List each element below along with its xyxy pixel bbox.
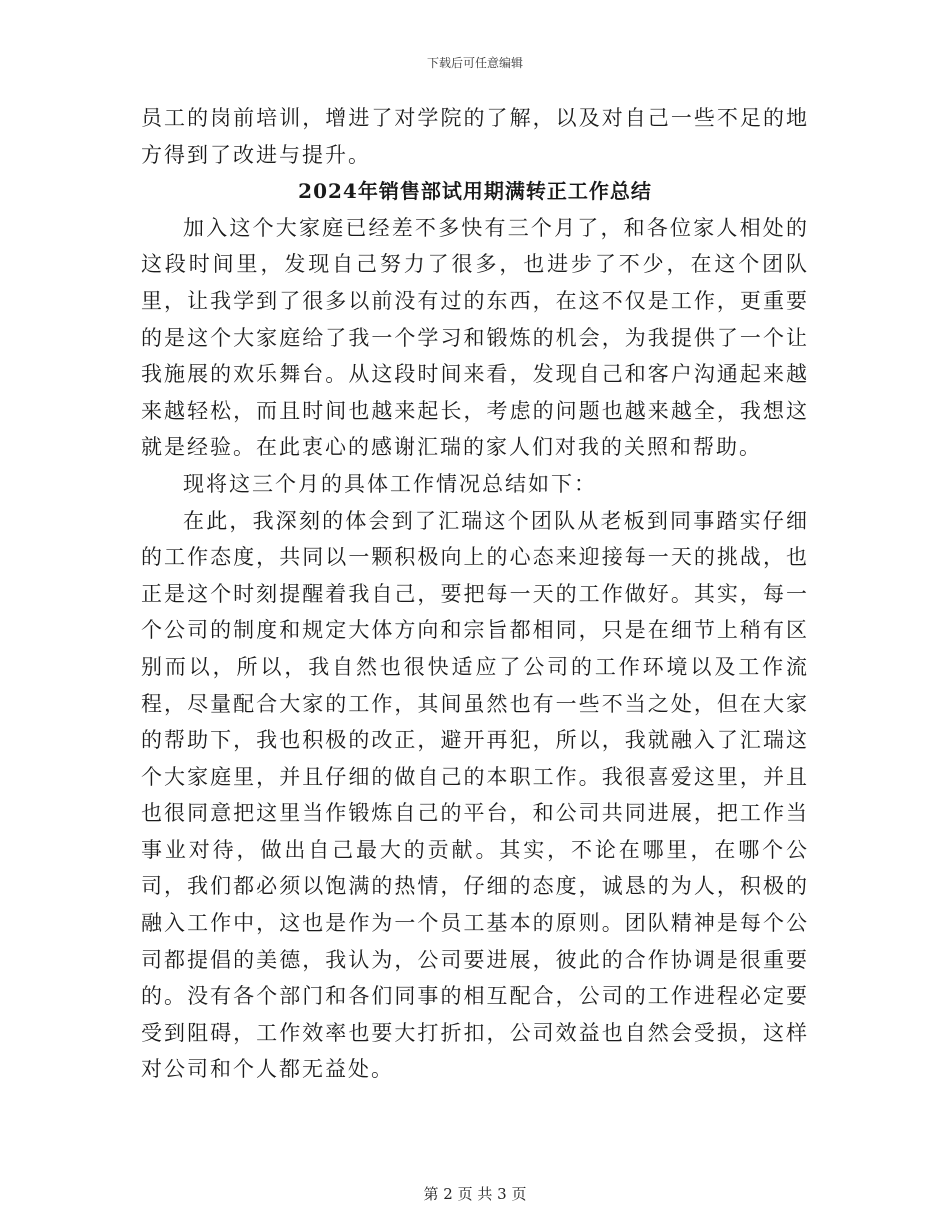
body-paragraph-2: 现将这三个月的具体工作情况总结如下： xyxy=(183,471,597,496)
intro-continuation-paragraph: 员工的岗前培训，增进了对学院的了解，以及对自己一些不足的地方得到了改进与提升。 xyxy=(141,106,809,167)
document-title: 2024年销售部试用期满转正工作总结 xyxy=(298,179,652,204)
page-number-label: 第 2 页 共 3 页 xyxy=(423,1185,527,1203)
body-paragraph-3: 在此，我深刻的体会到了汇瑞这个团队从老板到同事踏实仔细的工作态度，共同以一颗积极向上的心态来迎接每一天的挑战，也正是这个时刻提醒着我自己，要把每一天的工作做好。其实，每一个公司的制度和规定大体方向和宗旨都相同，只是在细节上稍有区别而以，所以，我自然也很快适应了公司的工作环境以及工作流程，尽量配合大家的工作，其间虽然也有一些不当之处，但在大家的帮助下，我也积极的改正，避开再犯，所以，我就融入了汇瑞这个大家庭里，并且仔细的做自己的本职工作。我很喜爱这里，并且也很同意把这里当作锻炼自己的平台，和公司共同进展，把工作当事业对待，做出自己最大的贡献。其实，不论在哪里，在哪个公司，我们都必须以饱满的热情，仔细的态度，诚恳的为人，积极的融入工作中，这也是作为一个员工基本的原则。团队精神是每个公司都提倡的美德，我认为，公司要进展，彼此的合作协调是很重要的。没有各个部门和各们同事的相互配合，公司的工作进程必定要受到阻碍，工作效率也要大打折扣，公司效益也自然会受损，这样对公司和个人都无益处。 xyxy=(141,508,809,1082)
page-footer xyxy=(0,1183,950,1204)
header-text: 下载后可任意编辑 xyxy=(426,56,523,70)
body-paragraph-1: 加入这个大家庭已经差不多快有三个月了，和各位家人相处的这段时间里，发现自己努力了很多，也进步了不少，在这个团队里，让我学到了很多以前没有过的东西，在这不仅是工作，更重要的是这个大家庭给了我一个学习和锻炼的机会，为我提供了一个让我施展的欢乐舞台。从这段时间来看，发现自己和客户沟通起来越来越轻松，而且时间也越来起长，考虑的问题也越来越全，我想这就是经验。在此衷心的感谢汇瑞的家人们对我的关照和帮助。 xyxy=(141,215,809,460)
page-header xyxy=(0,54,950,71)
document-body xyxy=(141,100,809,1088)
